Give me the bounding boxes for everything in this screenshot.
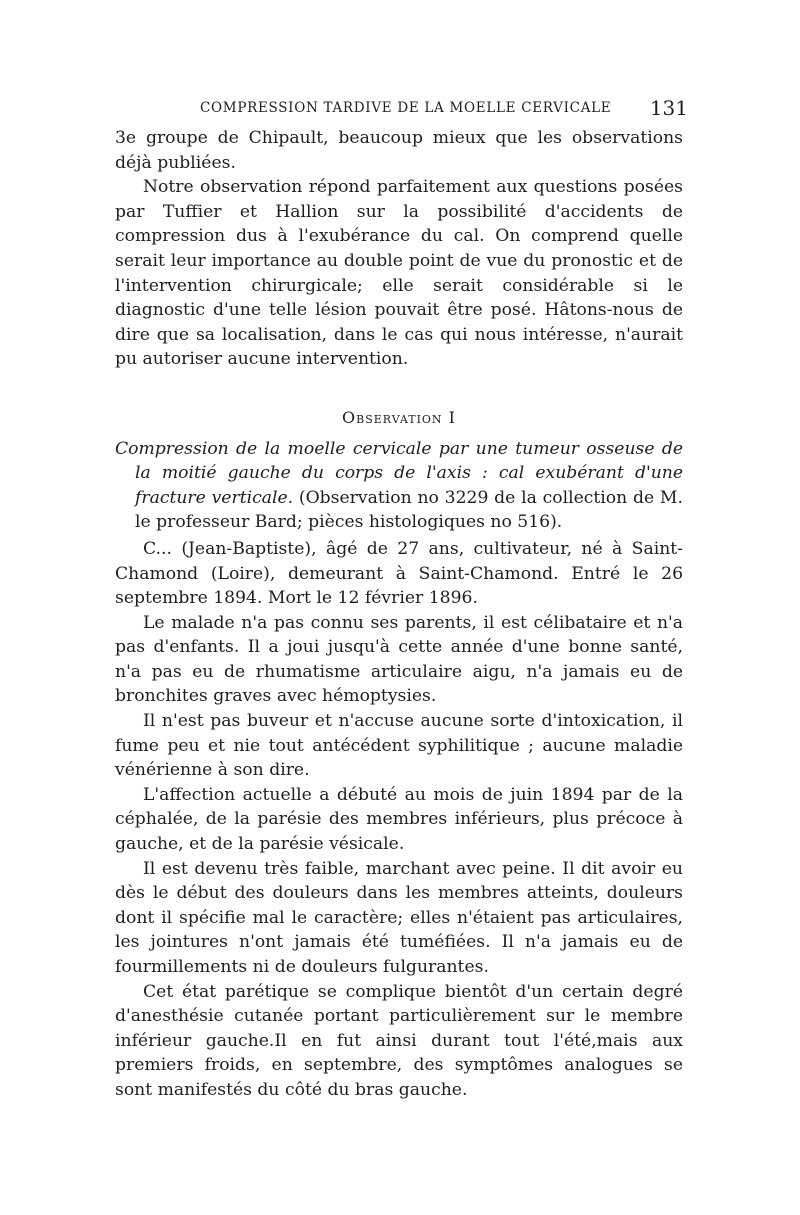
- paragraph-continuation: 3e groupe de Chipault, beaucoup mieux que les observations déjà publiées.: [115, 128, 683, 173]
- observation-title: [115, 437, 683, 535]
- case-paragraph-anesthesia: Cet état parétique se complique bientôt d'un certain degré d'anesthésie cutanée portant particulièrement sur le membre inférieur gauche.Il en fut ainsi durant tout l'été,mais aux premiers froids, en septembre, des symptômes analogues se sont manifestés du côté du bras gauche.: [115, 981, 683, 1100]
- case-paragraph-symptoms: Il est devenu très faible, marchant avec peine. Il dit avoir eu dès le début des douleurs dans les membres atteints, douleurs dont il spécifie mal le caractère; elles n'étaient pas articulaires, les jointures n'ont jamais été tuméfiées. Il n'a jamais eu de fourmillements ni de douleurs fulgurantes.: [115, 858, 683, 977]
- case-paragraph-identity: C... (Jean-Baptiste), âgé de 27 ans, cultivateur, né à Saint-Chamond (Loire), demeurant à Saint-Chamond. Entré le 26 septembre 1894. Mort le 12 février 1896.: [115, 538, 683, 609]
- page-number: 131: [649, 96, 688, 120]
- paragraph-discussion: Notre observation répond parfaitement aux questions posées par Tuffier et Hallion sur la possibilité d'accidents de compression dus à l'exubérance du cal. On comprend quelle serait leur importance au double point de vue du pronostic et de l'intervention chirurgicale; elle serait considérable si le diagnostic d'une telle lésion pouvait être posé. Hâtons-nous de dire que sa localisation, dans le cas qui nous intéresse, n'aurait pu autoriser aucune intervention.: [115, 177, 683, 370]
- observation-heading: Observation I: [342, 407, 456, 427]
- case-paragraph-family: Le malade n'a pas connu ses parents, il est célibataire et n'a pas d'enfants. Il a joui jusqu'à cette année d'une bonne santé, n'a pas eu de rhumatisme articulaire aigu, n'a jamais eu de bronchites graves avec hémoptysies.: [115, 612, 683, 707]
- observation-title-reference: (Observation no 3229 de la collection de M. le professeur Bard; pièces histologiques no 516).: [135, 487, 683, 533]
- body-text: [115, 126, 683, 1103]
- case-paragraph-habits: Il n'est pas buveur et n'accuse aucune sorte d'intoxication, il fume peu et nie tout antécédent syphilitique ; aucune maladie vénérienne à son dire.: [115, 711, 683, 781]
- running-head: [112, 96, 688, 124]
- case-paragraph-onset: L'affection actuelle a débuté au mois de juin 1894 par de la céphalée, de la parésie des membres inférieurs, plus précoce à gauche, et de la parésie vésicale.: [115, 784, 683, 855]
- running-title: COMPRESSION TARDIVE DE LA MOELLE CERVICALE: [200, 100, 612, 116]
- observation-title-italic: Compression de la moelle cervicale par une tumeur osseuse de la moitié gauche du corps de l'axis : cal exubérant d'une fracture verticale.: [115, 438, 683, 508]
